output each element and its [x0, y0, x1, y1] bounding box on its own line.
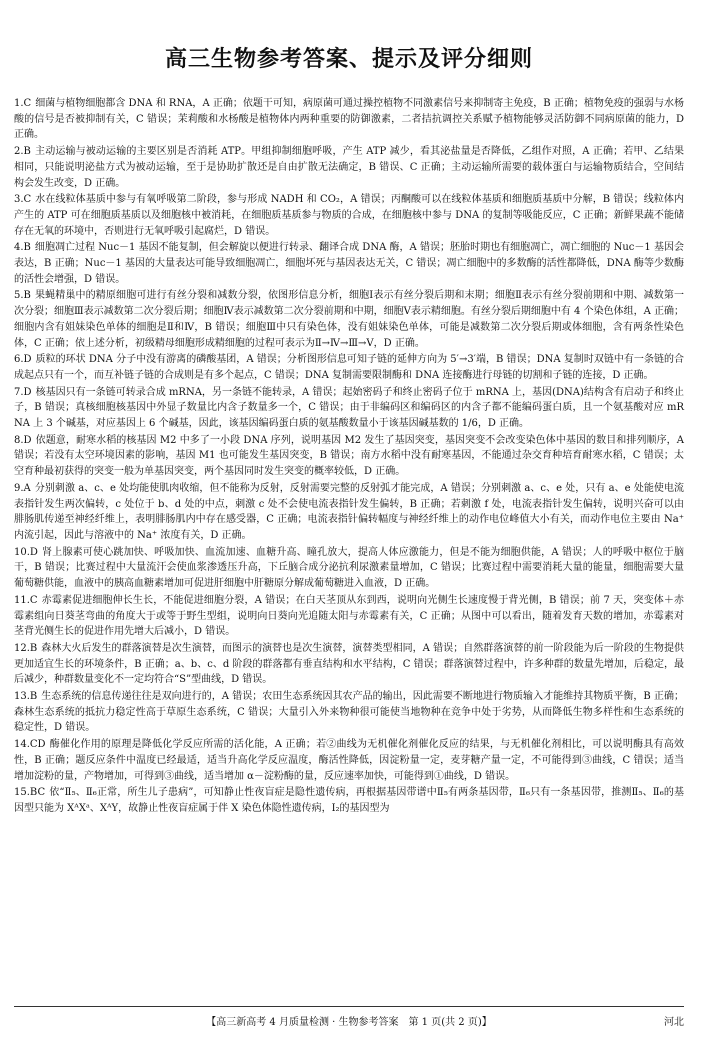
explanation-text: 分别刺激 a、c、e 处均能使肌肉收缩，但不能称为反射，反射需要完整的反射弧才能完成，A 错误；分别刺激 a、c、e 处，只有 a、e 处能使电流表指针发生两次偏转，c 处位于 b、d 处的中点，刺激 c 处不会使电流表指针发生偏转，B 正确；若刺激 f 处，电流表指针发生偏转，说明兴奋可以由腓肠肌传递至神经纤维上，表明腓肠肌内中存在感受器，C 正确；电流表指针偏转幅度与神经纤维上的动作电位峰值大小有关，而动作电位主要由 Na⁺ 内流引起，因此与溶液中的 Na⁺ 浓度有关，D 正确。 [14, 482, 684, 541]
question-number: 2. [14, 146, 24, 158]
page-footer [14, 1006, 684, 1028]
answer-item [14, 641, 684, 688]
question-number: 10. [14, 546, 30, 558]
question-number: 14. [14, 739, 30, 751]
answer-choice: D [23, 434, 32, 446]
page-title: 高三生物参考答案、提示及评分细则 [164, 47, 533, 72]
explanation-text: 质粒的环状 DNA 分子中没有游离的磷酸基团，A 错误；分析图形信息可知子链的延伸方向为 5′→3′端，B 错误；DNA 复制时双链中有一条链的合成起点只有一个，而互补链子链的合成则是有多个起点，C 错误；DNA 复制需要限制酶和 DNA 连接酶进行母链的切割和子链的连接，D 正确。 [14, 354, 684, 381]
answer-choice: D [29, 546, 38, 558]
explanation-text: 依题意，耐寒水稻的核基因 M2 中多了一小段 DNA 序列，说明基因 M2 发生了基因突变，基因突变不会改变染色体中基因的数目和排列顺序，A 错误；若没有太空环境因素的影响，基因 M1 也可能发生基因突变，B 错误；南方水稻中没有耐寒基因，不能通过杂交育种培育耐寒水稻，C 错误；太空育种最初获得的突变一般为单基因突变，两个基因同时发生突变的概率较低，D 正确。 [14, 434, 684, 478]
answer-choice: C [23, 194, 32, 206]
answer-item [14, 288, 684, 351]
answer-choice: B [23, 146, 31, 158]
explanation-text: 酶催化作用的原理是降低化学反应所需的活化能，A 正确；若②曲线为无机催化剂催化反应的结果，与无机催化剂相比，可以说明酶具有高效性，B 正确；题反应条件中温度已经最适，适当升高化学反应温度，酶活性降低，因淀粉量一定，麦芽糖产量一定，不可能得到③曲线，C 错误；适当增加淀粉的量，产物增加，可得到③曲线，适当增加 α－淀粉酶的量，反应速率加快，可能得到①曲线，D 错误。 [14, 739, 684, 782]
answer-item [14, 240, 684, 287]
explanation-text: 果蝇精巢中的精原细胞可进行有丝分裂和减数分裂，依图形信息分析，细胞Ⅰ表示有丝分裂后期和末期；细胞Ⅱ表示有丝分裂前期和中期、减数第一次分裂；细胞Ⅲ表示减数第二次分裂后期；细胞Ⅳ表示减数第二次分裂前期和中期，细胞Ⅴ表示精细胞。有丝分裂后期细胞中有 4 个染色体组，A 正确；细胞内含有姐妹染色单体的细胞是Ⅱ和Ⅳ，B 错误；细胞Ⅲ中只有染色体，没有姐妹染色单体，可能是减数第二次分裂后期或体细胞，含有两条性染色体，C 正确；依上述分析，初级精母细胞形成精细胞的过程可表示为Ⅱ→Ⅳ→Ⅲ→Ⅴ，D 正确。 [14, 290, 684, 349]
answer-item [14, 785, 684, 816]
answer-choice: D [23, 354, 32, 366]
answer-item [14, 352, 684, 383]
question-number: 3. [14, 194, 24, 206]
answer-choice: A [23, 482, 31, 494]
answer-list [14, 96, 684, 817]
question-number: 9. [14, 482, 24, 494]
question-number: 6. [14, 354, 24, 366]
answer-item [14, 593, 684, 640]
question-number: 4. [14, 242, 24, 254]
answer-choice: B [23, 242, 31, 254]
answer-choice: B [23, 290, 31, 302]
explanation-text: 水在线粒体基质中参与有氧呼吸第二阶段，参与形成 NADH 和 CO₂，A 错误；丙酮酸可以在线粒体基质和细胞质基质中分解，B 错误；线粒体内产生的 ATP 可在细胞质基质以及细胞核中被消耗，在细胞质基质参与物质的合成，在细胞核中参与 DNA 的复制等吸能反应，C 正确；新鲜果蔬不能储存在无氧的环境中，否则进行无氧呼吸引起腐烂，D 错误。 [14, 194, 684, 237]
question-number: 11. [14, 594, 30, 606]
explanation-text: 细胞凋亡过程 Nuc－1 基因不能复制，但会解旋以便进行转录、翻译合成 DNA 酶，A 错误；胚胎时期也有细胞凋亡，凋亡细胞的 Nuc－1 基因会表达，B 正确；Nuc－1 基因的大量表达可能导致细胞凋亡，细胞坏死与基因表达无关，C 错误；凋亡细胞中的多数酶的活性都降低，DNA 酶等少数酶的活性会增强，D 错误。 [14, 242, 684, 285]
explanation-text: 生态系统的信息传递往往是双向进行的，A 错误；农田生态系统因其农产品的输出，因此需要不断地进行物质输入才能维持其物质平衡，B 正确；森林生态系统的抵抗力稳定性高于草原生态系统，C 错误；大量引入外来物种很可能使当地物种在竞争中处于劣势，从而降低生物多样性和生态系统的稳定性，D 错误。 [14, 691, 684, 734]
answer-item [14, 192, 684, 239]
answer-item [14, 385, 684, 432]
answer-choice: BC [29, 787, 46, 799]
answer-item [14, 433, 684, 480]
question-number: 12. [14, 642, 30, 654]
answer-choice: C [29, 594, 38, 606]
footer-text: 【高三新高考 4 月质量检测 · 生物参考答案 第 1 页(共 2 页)】 [206, 1017, 492, 1028]
explanation-text: 细菌与植物细胞都含 DNA 和 RNA，A 正确；依题干可知，病原菌可通过操控植物不同激素信号来抑制寄主免疫，B 正确；植物免疫的强弱与水杨酸的信号是否被抑制有关，C 错误；茉莉酸和水杨酸是植物体内两种重要的防御激素，二者拮抗调控关系赋予植物能够灵活防御不同病原菌的能力，D 正确。 [14, 98, 684, 141]
question-number: 7. [14, 386, 24, 398]
answer-item [14, 481, 684, 544]
answer-choice: D [23, 386, 32, 398]
question-number: 5. [14, 290, 24, 302]
explanation-text: 赤霉素促进细胞伸长生长，不能促进细胞分裂，A 错误；在白天茎顶从东到西，说明向光侧生长速度慢于背光侧，B 错误；前 7 天，突变体＋赤霉素组向日葵茎弯曲的角度大于或等于野生型组，说明向日葵向光追随太阳与赤霉素有关，C 正确；从图中可以看出，随着发育天数的增加，赤霉素对茎背光侧生长的促进作用先增大后减小，D 错误。 [14, 594, 684, 638]
explanation-text: 肾上腺素可使心跳加快、呼吸加快、血流加速、血糖升高、瞳孔放大，提高人体应激能力，但是不能为细胞供能，A 错误；人的呼吸中枢位于脑干，B 错误；比赛过程中大量流汗会使血浆渗透压升高，下丘脑合成分泌抗利尿激素量增加，C 错误；比赛过程中需要消耗大量的能量，细胞需要大量葡萄糖供能，血液中的胰高血糖素增加可促进肝细胞中肝糖原分解成葡萄糖进入血液，D 正确。 [14, 546, 684, 590]
explanation-text: 依“Ⅱ₅、Ⅱ₆正常，所生儿子患病”，可知静止性夜盲症是隐性遗传病，再根据基因带谱中Ⅱ₅有两条基因带，Ⅱ₆只有一条基因带，推测Ⅱ₅、Ⅱ₆的基因型只能为 XᴬXᵃ、XᴬY，故静止性夜盲症属于伴 X 染色体隐性遗传病，Ⅰ₂的基因型为 [14, 787, 684, 814]
question-number: 13. [14, 691, 30, 703]
answer-item [14, 144, 684, 191]
explanation-text: 核基因只有一条链可转录合成 mRNA，另一条链不能转录，A 错误；起始密码子和终止密码子位于 mRNA 上，基因(DNA)结构含有启动子和终止子，B 错误；真核细胞核基因中外显子数量比内含子数量多一个，C 错误；由于非编码区和编码区的内含子都不能编码蛋白质，且一个氨基酸对应 mRNA 上 3 个碱基，对应基因上 6 个碱基，因此，该基因编码蛋白质的氨基酸数量小于该基因碱基数的 1/6，D 正确。 [14, 386, 684, 430]
answer-item [14, 545, 684, 592]
answer-choice: B [29, 642, 38, 654]
explanation-text: 主动运输与被动运输的主要区别是否消耗 ATP。甲组抑制细胞呼吸，产生 ATP 减少，看其泌盐量是否降低，乙组作对照，A 正确；若甲、乙结果相同，只能说明泌盐方式为被动运输，至于是协助扩散还是自由扩散无法确定，B 错误、C 正确；主动运输所需要的载体蛋白与运输物质结合，空间结构会发生改变，D 正确。 [14, 146, 684, 189]
answer-choice: B [29, 691, 38, 703]
answer-item [14, 689, 684, 736]
answer-item [14, 737, 684, 784]
answer-choice: CD [29, 739, 46, 751]
footer-region: 河北 [664, 1017, 684, 1028]
answer-choice: C [23, 98, 32, 109]
explanation-text: 森林大火后发生的群落演替是次生演替，而图示的演替也是次生演替，演替类型相同，A 错误；自然群落演替的前一阶段能为后一阶段的生物提供更加适宜生长的环境条件，B 正确；a、b、c、d 阶段的群落都有垂直结构和水平结构，C 错误；群落演替过程中，许多种群的数量先增加，后稳定，最后减少，种群数量变化不一定均符合“S”型曲线，D 错误。 [14, 642, 684, 686]
answer-item [14, 96, 684, 143]
question-number: 8. [14, 434, 24, 446]
question-number: 15. [14, 787, 30, 799]
question-number: 1. [14, 98, 24, 109]
